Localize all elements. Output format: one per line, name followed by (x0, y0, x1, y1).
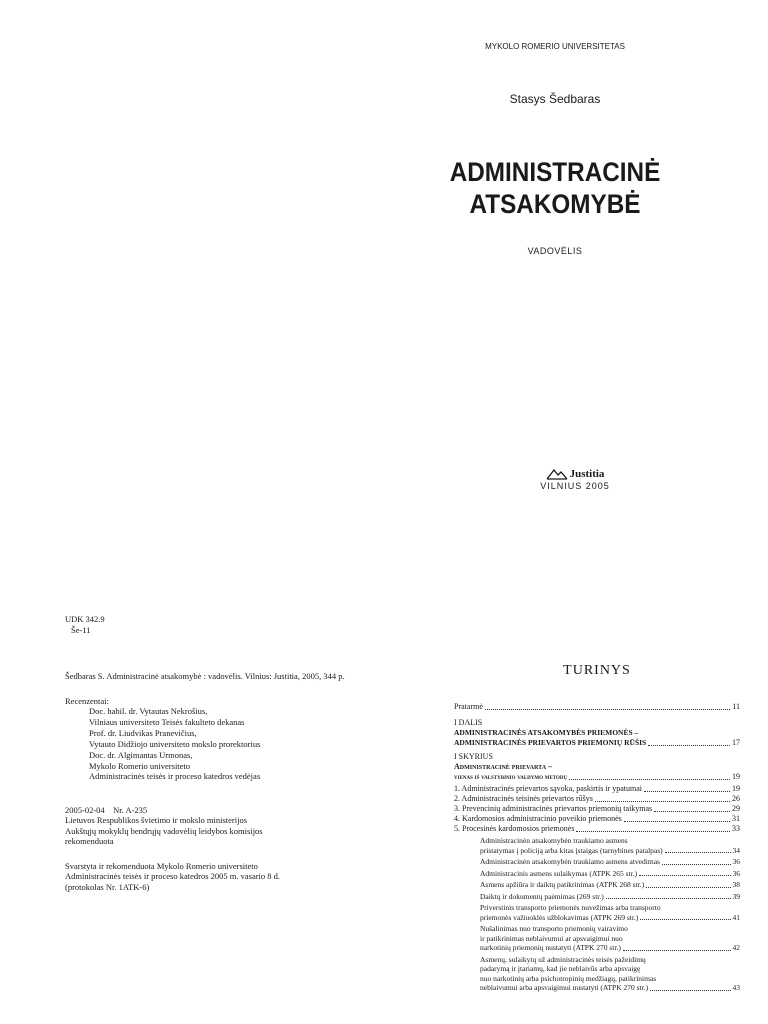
book-title-line-1: ADMINISTRACINĖ (449, 157, 661, 187)
toc-chapter-title: vienas iš valstybinio valdymo metodų (454, 773, 568, 781)
book-title-line-2: ATSAKOMYBĖ (469, 189, 641, 219)
toc-entry-text: Pratarmė (454, 702, 483, 711)
toc-subentry (480, 892, 740, 902)
toc-leader (648, 745, 730, 746)
toc-entry-text: priemonės važiuoklės užblokavimas (ATPK 269 str.) (480, 912, 639, 922)
toc-page-number: 42 (732, 943, 740, 952)
toc-subsection-list (454, 836, 740, 993)
toc-leader (606, 898, 731, 899)
toc-entry (454, 804, 740, 814)
toc-entry (454, 738, 740, 748)
publisher-name: Justitia (569, 468, 605, 480)
toc-leader (644, 791, 730, 792)
toc-entry-text: Daiktų ir dokumentų paėmimas (269 str.) (480, 891, 604, 901)
toc-leader (595, 801, 730, 802)
toc-leader (646, 887, 730, 888)
reviewers-label: Recenzentai: (65, 695, 109, 706)
publisher-logo-icon (546, 468, 568, 480)
toc-entry (454, 824, 740, 834)
toc-chapter-title: Administracinė prievarta – (454, 762, 553, 771)
toc-heading: TURINYS (563, 663, 631, 678)
toc-subentry (480, 880, 740, 890)
toc-entry-text: pristatymas į policiją arba kitas įstaigas (tarnybines patalpas) (480, 845, 663, 855)
approval-text: rekomenduota (65, 836, 114, 846)
toc-subentry (480, 903, 740, 922)
bibliographic-citation: Šedbaras S. Administracinė atsakomybė : vadovėlis. Vilnius: Justitia, 2005, 344 p. (65, 671, 345, 681)
approval-number: 2005-02-04 Nr. A-235 (65, 804, 148, 815)
review-note: Svarstyta ir rekomenduota Mykolo Romerio universiteto (65, 860, 258, 871)
toc-leader (665, 852, 731, 853)
university-name: MYKOLO ROMERIO UNIVERSITETAS (485, 42, 625, 51)
table-of-contents (454, 663, 740, 993)
colophon (65, 614, 395, 892)
reviewer-position: Mykolo Romerio universiteto (89, 760, 191, 771)
toc-entry-text: 5. Procesinės kardomosios priemonės (454, 824, 575, 833)
toc-entry (454, 814, 740, 824)
toc-leader (662, 864, 731, 865)
author-name: Stasys Šedbaras (509, 92, 601, 106)
toc-page-number: 34 (732, 845, 740, 855)
toc-entry-text: Asmenų, sulaikytų už administracinės teisės pažeidimų (480, 954, 646, 964)
toc-entry-text: Administracinėn atsakomybėn traukiamo asmens atvedimas (480, 857, 660, 866)
toc-entry (454, 772, 740, 782)
toc-leader (624, 821, 730, 822)
toc-entry-text: Administracinėn atsakomybėn traukiamo asmens (480, 836, 628, 845)
toc-leader (639, 875, 730, 876)
reviewer-position: Vytauto Didžiojo universiteto mokslo prorektorius (89, 738, 261, 749)
toc-entry-text: narkotinių priemonių nustatyti (ATPK 270 str.) (480, 943, 621, 952)
toc-leader (640, 919, 730, 920)
toc-leader (654, 811, 730, 812)
toc-subentry (480, 869, 740, 879)
reviewer-name: Prof. dr. Liudvikas Pranevičius, (89, 728, 197, 738)
approval-text: Lietuvos Respublikos švietimo ir mokslo ministerijos (65, 815, 248, 825)
toc-leader (650, 990, 730, 991)
toc-leader (485, 709, 730, 710)
toc-entry-text: nuo narkotinių arba psichotropinių medžiagų, patikrinimas (480, 973, 657, 983)
toc-page-number: 29 (732, 804, 740, 813)
toc-leader (576, 831, 730, 832)
toc-page-number: 11 (732, 702, 740, 711)
book-title (438, 156, 672, 220)
toc-entry (454, 702, 740, 712)
approval-text: Aukštųjų mokyklų bendrųjų vadovėlių leidybos komisijos (65, 825, 263, 836)
publisher-place-year: VILNIUS 2005 (540, 481, 610, 491)
udk-code: UDK 342.9 (65, 614, 105, 624)
toc-entry-text: 2. Administracinės teisinės prievartos rūšys (454, 794, 593, 803)
toc-leader (623, 950, 731, 951)
toc-page-number: 38 (732, 880, 740, 889)
toc-page-number: 17 (732, 738, 740, 747)
toc-entry-text: 4. Kardomosios administracinio poveikio priemonės (454, 814, 622, 823)
toc-page-number: 19 (732, 772, 740, 781)
toc-entry-text: padarymą ir įtariamų, kad jie neblaivūs arba apsvaigę (480, 964, 641, 973)
toc-entry-text: Priverstinis transporto priemonės nuvežimas arba transporto (480, 903, 661, 912)
toc-entry-text: neblaivumui arba apsvaigimui nustatyti (ATPK 270 str.) (480, 983, 649, 992)
reviewer-position: Administracinės teisės ir proceso katedros vedėjas (89, 771, 261, 781)
reviewer-list (65, 706, 395, 782)
toc-subentry (480, 857, 740, 867)
reviewer-name: Doc. habil. dr. Vytautas Nekrošius, (89, 706, 208, 716)
toc-subentry (480, 924, 740, 953)
toc-entry-text: Administracinis asmens sulaikymas (ATPK 265 str.) (480, 868, 638, 878)
toc-part-title: ADMINISTRACINĖS PRIEVARTOS PRIEMONIŲ RŪŠIS (454, 738, 647, 747)
toc-entry (454, 794, 740, 804)
toc-page-number: 36 (732, 868, 740, 878)
toc-section-list (454, 784, 740, 834)
toc-part-title: ADMINISTRACINĖS ATSAKOMYBĖS PRIEMONĖS – (454, 728, 639, 737)
reviewer (65, 750, 395, 782)
reviewer (65, 728, 395, 749)
toc-entry-text: ir patikrinimas neblaivumui ar apsvaigimui nuo (480, 933, 623, 943)
toc-page-number: 31 (732, 814, 740, 823)
toc-entry (454, 784, 740, 794)
toc-page-number: 36 (732, 857, 740, 866)
reviewer (65, 706, 395, 727)
toc-entry-text: Asmens apžiūra ir daiktų patikrinimas (ATPK 268 str.) (480, 880, 645, 889)
reviewer-name: Doc. dr. Algimantas Urmonas, (89, 750, 193, 760)
toc-subentry (480, 836, 740, 855)
toc-subentry (480, 955, 740, 993)
review-note: (protokolas Nr. 1ATK-6) (65, 881, 150, 892)
toc-entry-text: Nušalinimas nuo transporto priemonių vairavimo (480, 924, 628, 933)
toc-chapter-label: I SKYRIUS (454, 752, 493, 761)
toc-page-number: 19 (732, 784, 740, 793)
toc-page-number: 43 (732, 983, 740, 992)
catalog-code: Še-11 (71, 624, 91, 635)
publisher-block (520, 468, 630, 491)
toc-part-label: I DALIS (454, 718, 483, 727)
toc-page-number: 26 (732, 794, 740, 803)
toc-page-number: 39 (732, 891, 740, 901)
toc-entry-text: 3. Prevencinių administracinės prievartos priemonių taikymas (454, 804, 653, 813)
reviewer-position: Vilniaus universiteto Teisės fakulteto dekanas (89, 716, 245, 727)
book-subtitle: VADOVĖLIS (527, 246, 583, 256)
toc-page-number: 33 (732, 824, 740, 833)
review-note: Administracinės teisės ir proceso katedros 2005 m. vasario 8 d. (65, 871, 281, 881)
toc-page-number: 41 (732, 912, 740, 922)
toc-leader (569, 779, 730, 780)
toc-entry-text: 1. Administracinės prievartos sąvoka, paskirtis ir ypatumai (454, 784, 642, 793)
